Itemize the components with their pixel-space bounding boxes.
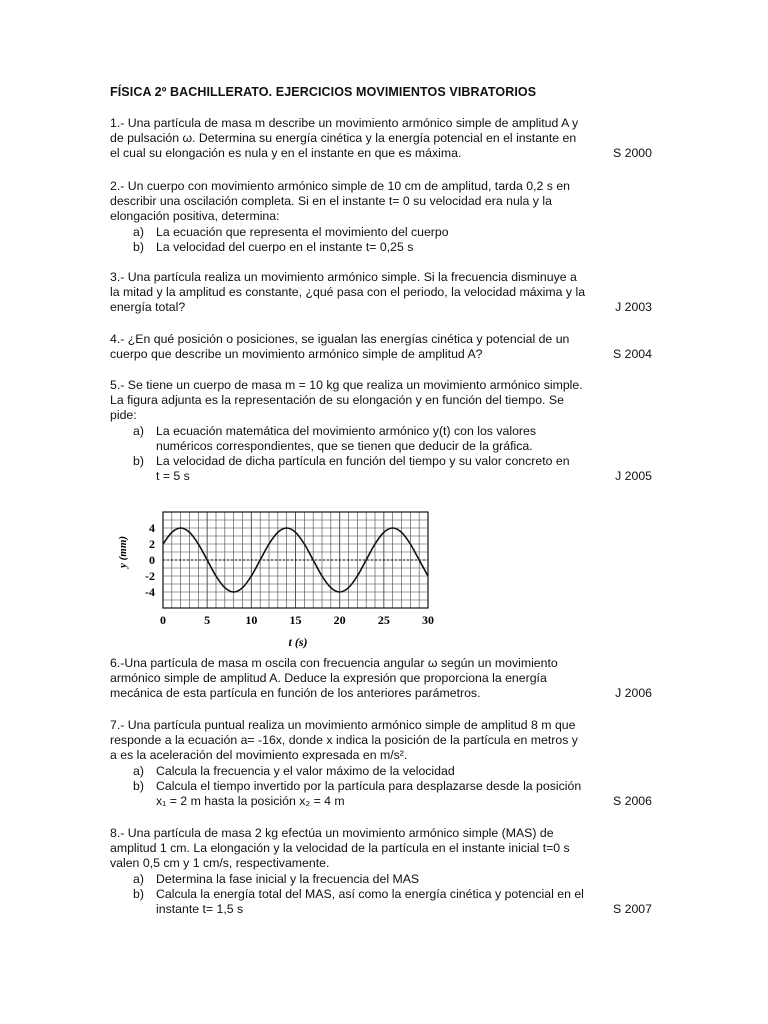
exercise-4-line-2: cuerpo que describe un movimiento armónico simple de amplitud A?	[110, 347, 483, 362]
x-tick-label: 10	[245, 613, 258, 627]
exercise-7	[110, 718, 658, 809]
item-label: b)	[133, 239, 144, 254]
item-label: a)	[133, 763, 144, 778]
exercise-2-line-3: elongación positiva, determina:	[110, 209, 280, 224]
exercise-8-line-2: amplitud 1 cm. La elongación y la velocidad de la partícula en el instante inicial t=0 s	[110, 841, 570, 856]
item-text-1: La velocidad de dicha partícula en función del tiempo y su valor concreto en	[156, 454, 570, 469]
exercise-3-line-3: energía total?	[110, 300, 186, 315]
exercise-7-items	[110, 764, 658, 810]
exercise-7-item-a	[110, 764, 658, 779]
exercise-6	[110, 656, 658, 702]
exercise-6-line-2: armónico simple de amplitud A. Deduce la expresión que proporciona la energía	[110, 671, 547, 686]
item-label: a)	[133, 224, 144, 239]
item-label: b)	[133, 886, 144, 901]
exercise-8-item-b	[110, 887, 658, 917]
exercise-5-line-1: 5.- Se tiene un cuerpo de masa m = 10 kg que realiza un movimiento armónico simple.	[110, 378, 583, 392]
elongation-time-chart	[108, 500, 448, 650]
item-text-2: numéricos correspondientes, que se tienen que deducir de la gráfica.	[156, 438, 533, 453]
item-text: Calcula la frecuencia y el valor máximo de la velocidad	[156, 763, 455, 778]
exercise-2-item-b	[110, 240, 658, 255]
x-axis-label: t (s)	[288, 635, 308, 649]
exercise-2	[110, 179, 658, 255]
exercise-1-line-3: el cual su elongación es nula y en el instante en que es máxima.	[110, 146, 462, 161]
exercise-1-line-2: de pulsación ω. Determina su energía cinética y la energía potencial en el instante en	[110, 131, 577, 146]
chart-grid	[163, 512, 428, 608]
exercise-2-line-1: 2.- Un cuerpo con movimiento armónico simple de 10 cm de amplitud, tarda 0,2 s en	[110, 179, 570, 193]
item-text-2: x₁ = 2 m hasta la posición x₂ = 4 m	[156, 794, 345, 809]
item-text: La ecuación que representa el movimiento del cuerpo	[156, 224, 449, 239]
exercise-4	[110, 332, 658, 362]
exercise-5-line-3: pide:	[110, 408, 137, 423]
item-text-1: Calcula la energía total del MAS, así como la energía cinética y potencial en el	[156, 886, 584, 901]
exercise-6-line-3: mecánica de esta partícula en función de los anteriores parámetros.	[110, 686, 481, 701]
exercise-2-item-a	[110, 225, 658, 240]
item-text-1: La ecuación matemática del movimiento armónico y(t) con los valores	[156, 423, 537, 438]
exercise-5-item-a	[110, 424, 658, 454]
x-tick-label: 15	[289, 613, 302, 627]
y-tick-label: -2	[145, 569, 155, 583]
item-text: La velocidad del cuerpo en el instante t= 0,25 s	[156, 239, 414, 254]
exercise-8-items	[110, 872, 658, 918]
exercise-8	[110, 826, 658, 917]
item-text-1: Calcula el tiempo invertido por la partícula para desplazarse desde la posición	[156, 778, 582, 793]
item-label: a)	[133, 423, 144, 438]
exercise-7-line-3: a es la aceleración del movimiento expresada en m/s².	[110, 748, 408, 763]
exercise-3-exam-code: J 2003	[615, 300, 652, 315]
exercise-1	[110, 116, 658, 162]
exercise-2-line-2: describir una oscilación completa. Si en el instante t= 0 su velocidad era nula y la	[110, 194, 552, 209]
exercise-1-exam-code: S 2000	[613, 146, 652, 161]
exercise-7-line-1: 7.- Una partícula puntual realiza un movimiento armónico simple de amplitud 8 m que	[110, 718, 576, 732]
item-text-2: instante t= 1,5 s	[156, 902, 244, 917]
exercise-5-line-2: La figura adjunta es la representación de su elongación y en función del tiempo. Se	[110, 393, 564, 408]
y-tick-label: -4	[145, 585, 155, 599]
document-title: FÍSICA 2º BACHILLERATO. EJERCICIOS MOVIMIENTOS VIBRATORIOS	[110, 85, 537, 99]
y-tick-label: 0	[149, 553, 155, 567]
exercise-5-items	[110, 424, 658, 485]
exercise-5-item-b	[110, 454, 658, 484]
exercise-2-items	[110, 225, 658, 255]
x-tick-label: 25	[377, 613, 390, 627]
item-text: Determina la fase inicial y la frecuencia del MAS	[156, 871, 420, 886]
exercise-3	[110, 270, 658, 316]
exercise-8-line-1: 8.- Una partícula de masa 2 kg efectúa un movimiento armónico simple (MAS) de	[110, 826, 554, 840]
exercise-3-line-1: 3.- Una partícula realiza un movimiento armónico simple. Si la frecuencia disminuye a	[110, 270, 577, 284]
exercise-8-exam-code: S 2007	[613, 902, 652, 917]
chart-ticks	[145, 521, 434, 627]
exercise-8-item-a	[110, 872, 658, 887]
exercise-4-line-1: 4.- ¿En qué posición o posiciones, se igualan las energías cinética y potencial de un	[110, 332, 570, 346]
item-label: b)	[133, 454, 144, 469]
exercise-1-line-1: 1.- Una partícula de masa m describe un movimiento armónico simple de amplitud A y	[110, 116, 579, 130]
y-axis-label: y (mm)	[117, 535, 129, 569]
item-label: b)	[133, 778, 144, 793]
x-tick-label: 0	[160, 613, 166, 627]
exercise-5	[110, 378, 658, 484]
exercise-7-item-b	[110, 779, 658, 809]
x-tick-label: 5	[204, 613, 211, 627]
exercise-3-line-2: la mitad y la amplitud es constante, ¿qué pasa con el periodo, la velocidad máxima y la	[110, 285, 586, 300]
y-tick-label: 4	[149, 521, 155, 535]
exercise-7-exam-code: S 2006	[613, 794, 652, 809]
y-tick-label: 2	[149, 537, 155, 551]
exercise-7-line-2: responde a la ecuación a= -16x, donde x indica la posición de la partícula en metros y	[110, 733, 578, 748]
x-tick-label: 30	[422, 613, 434, 627]
exercise-8-line-3: valen 0,5 cm y 1 cm/s, respectivamente.	[110, 856, 330, 871]
item-label: a)	[133, 871, 144, 886]
exercise-6-line-1: 6.-Una partícula de masa m oscila con frecuencia angular ω según un movimiento	[110, 656, 558, 670]
exercise-6-exam-code: J 2006	[615, 686, 652, 701]
exercise-4-exam-code: S 2004	[613, 347, 652, 362]
exercise-5-exam-code: J 2005	[615, 469, 652, 484]
x-tick-label: 20	[333, 613, 346, 627]
item-text-2: t = 5 s	[156, 469, 190, 484]
